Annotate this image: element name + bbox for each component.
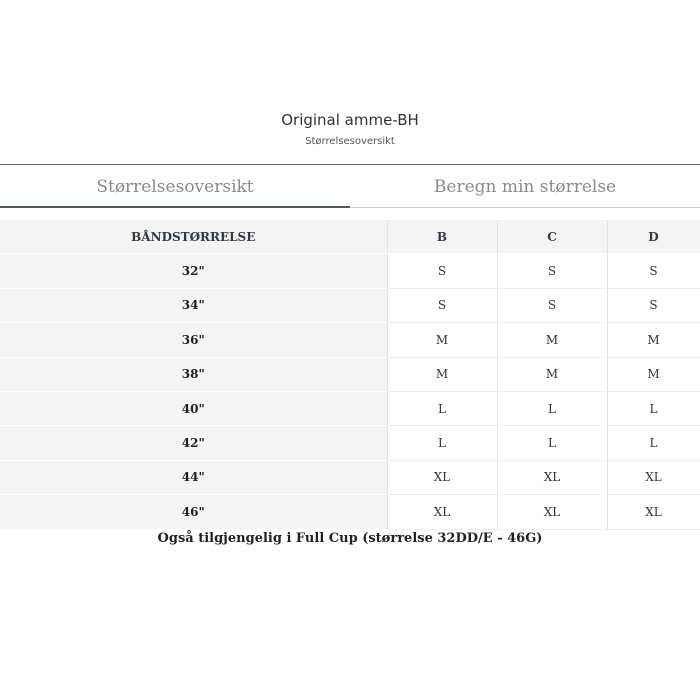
size-cell: S (607, 288, 700, 322)
size-cell: M (607, 323, 700, 357)
table-row (0, 288, 700, 322)
size-cell: XL (387, 495, 497, 529)
band-size-cell: 46" (0, 495, 387, 529)
band-size-cell: 38" (0, 357, 387, 391)
size-cell: XL (497, 495, 607, 529)
size-cell: L (497, 426, 607, 460)
size-cell: L (387, 426, 497, 460)
band-size-cell: 44" (0, 460, 387, 494)
size-cell: L (607, 391, 700, 425)
size-cell: L (607, 426, 700, 460)
page-subtitle: Størrelsesoversikt (305, 136, 395, 147)
size-cell: M (497, 323, 607, 357)
size-cell: M (387, 323, 497, 357)
table-row (0, 323, 700, 357)
size-cell: XL (387, 460, 497, 494)
column-header-cup-c: C (497, 220, 607, 254)
column-header-cup-d: D (607, 220, 700, 254)
band-size-cell: 36" (0, 323, 387, 357)
size-cell: XL (607, 495, 700, 529)
size-cell: M (497, 357, 607, 391)
size-cell: XL (497, 460, 607, 494)
table-row (0, 426, 700, 460)
band-size-cell: 34" (0, 288, 387, 322)
table-header-row (0, 220, 700, 254)
table-row (0, 460, 700, 494)
tab-bar (0, 165, 700, 208)
table-row (0, 495, 700, 529)
table-row (0, 254, 700, 288)
size-cell: M (387, 357, 497, 391)
size-cell: L (387, 391, 497, 425)
table-row (0, 357, 700, 391)
size-cell: S (497, 254, 607, 288)
size-cell: L (497, 391, 607, 425)
size-cell: S (497, 288, 607, 322)
column-header-band-size: BÅNDSTØRRELSE (0, 220, 387, 254)
tab-calculate-size[interactable]: Beregn min størrelse (350, 165, 700, 208)
band-size-cell: 32" (0, 254, 387, 288)
band-size-cell: 40" (0, 391, 387, 425)
size-cell: S (387, 288, 497, 322)
size-cell: M (607, 357, 700, 391)
availability-note: Også tilgjengelig i Full Cup (størrelse 32DD/E - 46G) (157, 531, 543, 546)
size-cell: XL (607, 460, 700, 494)
size-table (0, 220, 700, 530)
band-size-cell: 42" (0, 426, 387, 460)
tab-size-chart[interactable]: Størrelsesoversikt (0, 165, 350, 208)
column-header-cup-b: B (387, 220, 497, 254)
size-cell: S (607, 254, 700, 288)
table-row (0, 391, 700, 425)
size-cell: S (387, 254, 497, 288)
page-title: Original amme-BH (281, 111, 419, 129)
